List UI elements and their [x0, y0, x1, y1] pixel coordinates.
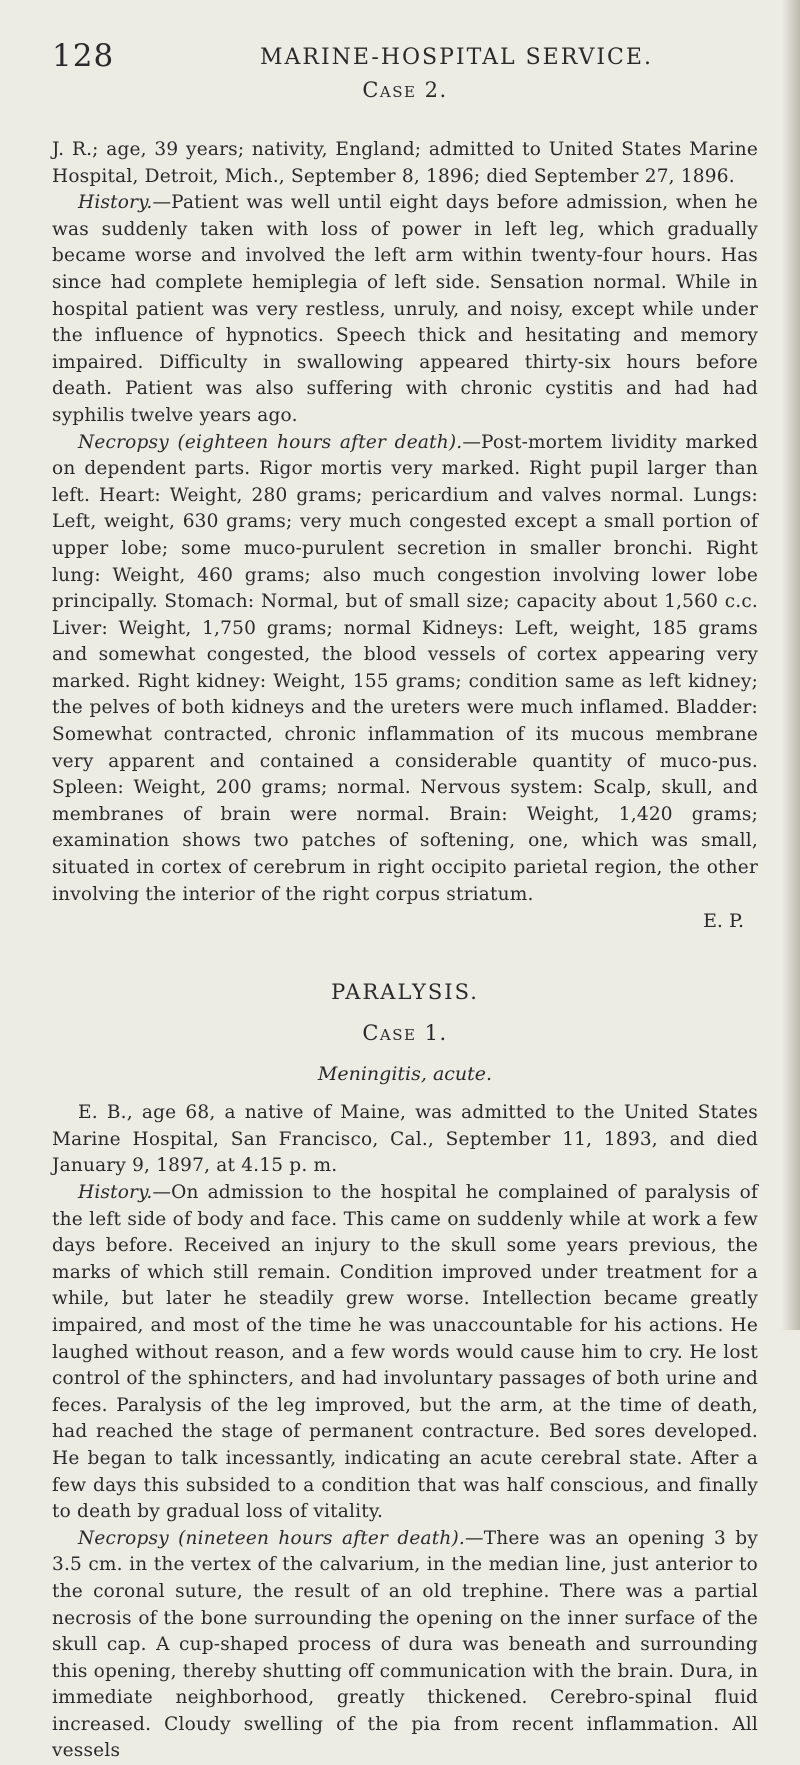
case-2-title: Case 2.: [362, 78, 448, 102]
case-2-necropsy: [52, 430, 758, 909]
page-header: [52, 38, 758, 74]
book-page: [52, 38, 758, 1765]
page-edge-shadow: [782, 0, 800, 1330]
history-text: —On admission to the hospital he complained of paralysis of the left side of body and face. This came on suddenly while at work a few days before. Received an injury to the skull some years previous, the marks of which still remain. Condition improved under treatment for a while, but later he steadily grew worse. Intellection became greatly impaired, and most of the time he was unaccountable for his actions. He laughed without reason, and a few words would cause him to cry. He lost control of the sphincters, and had involuntary passages of both urine and feces. Paralysis of the leg improved, but the arm, at the time of death, had reached the stage of permanent contracture. Bed sores developed. He began to talk incessantly, indicating an acute cerebral state. After a few days this subsided to a condition that was half conscious, and finally to death by gradual loss of vitality.: [52, 1182, 758, 1523]
history-label: History.: [78, 1182, 153, 1203]
necropsy-text: —Post-mortem lividity marked on dependent parts. Rigor mortis very marked. Right pupil larger than left. Heart: Weight, 280 grams; pericardium and valves normal. Lungs: Left, weight, 630 grams; very much congested except a small portion of upper lobe; some muco-purulent secretion in smaller bronchi. Right lung: Weight, 460 grams; also much congestion involving lower lobe principally. Stomach: Normal, but of small size; capacity about 1,560 c.c. Liver: Weight, 1,750 grams; normal Kidneys: Left, weight, 185 grams and somewhat congested, the blood vessels of cortex appearing very marked. Right kidney: Weight, 155 grams; condition same as left kidney; the pelves of both kidneys and the ureters were much inflamed. Bladder: Somewhat contracted, chronic inflammation of its mucous membrane very apparent and contained a considerable quantity of muco-pus. Spleen: Weight, 200 grams; normal. Nervous system: Scalp, skull, and membranes of brain were normal. Brain: Weight, 1,420 grams; examination shows two patches of softening, one, which was small, situated in cortex of cerebrum in right occipito parietal region, the other involving the interior of the right corpus striatum.: [52, 431, 758, 905]
case-1-intro: E. B., age 68, a native of Maine, was admitted to the United States Marine Hospital, San Francisco, Cal., September 11, 1893, and died January 9, 1897, at 4.15 p. m.: [52, 1102, 758, 1177]
necropsy-text: —There was an opening 3 by 3.5 cm. in the vertex of the calvarium, in the median line, just anterior to the coronal suture, the result of an old trephine. There was a partial necrosis of the bone surrounding the opening on the inner surface of the skull cap. A cup-shaped process of dura was beneath and surrounding this opening, thereby shutting off communication with the brain. Dura, in immediate neighborhood, greatly thickened. Cerebro-spinal fluid increased. Cloudy swelling of the pia from recent inflammation. All vessels: [52, 1527, 758, 1762]
page-number: 128: [52, 38, 115, 74]
necropsy-label: Necropsy (eighteen hours after death).: [78, 431, 463, 453]
case-1-necropsy: [52, 1526, 758, 1765]
running-head: MARINE-HOSPITAL SERVICE.: [260, 45, 653, 70]
case-1-history: [52, 1180, 758, 1526]
history-label: History.: [78, 192, 153, 214]
case-2-history: [52, 190, 758, 429]
history-text: —Patient was well until eight days before admission, when he was suddenly taken with loss of power in left leg, which gradually became worse and involved the left arm within twenty-four hours. Has since had complete hemiplegia of left side. Sensation normal. While in hospital patient was very restless, unruly, and noisy, except while under the influence of hypnotics. Speech thick and hesitating and memory impaired. Difficulty in swallowing appeared thirty-six hours before death. Patient was also suffering with chronic cystitis and had had syphilis twelve years ago.: [52, 192, 758, 426]
necropsy-label: Necropsy (nineteen hours after death).: [78, 1527, 466, 1549]
section-title-paralysis: PARALYSIS.: [331, 980, 479, 1005]
case-2-intro: J. R.; age, 39 years; nativity, England; admitted to United States Marine Hospital, Detroit, Mich., September 8, 1896; died September 27, 1896.: [52, 139, 758, 187]
case-1-title: Case 1.: [362, 1021, 448, 1046]
signature-initials: E. P.: [703, 910, 744, 933]
case-1-subtitle: Meningitis, acute.: [317, 1063, 493, 1086]
